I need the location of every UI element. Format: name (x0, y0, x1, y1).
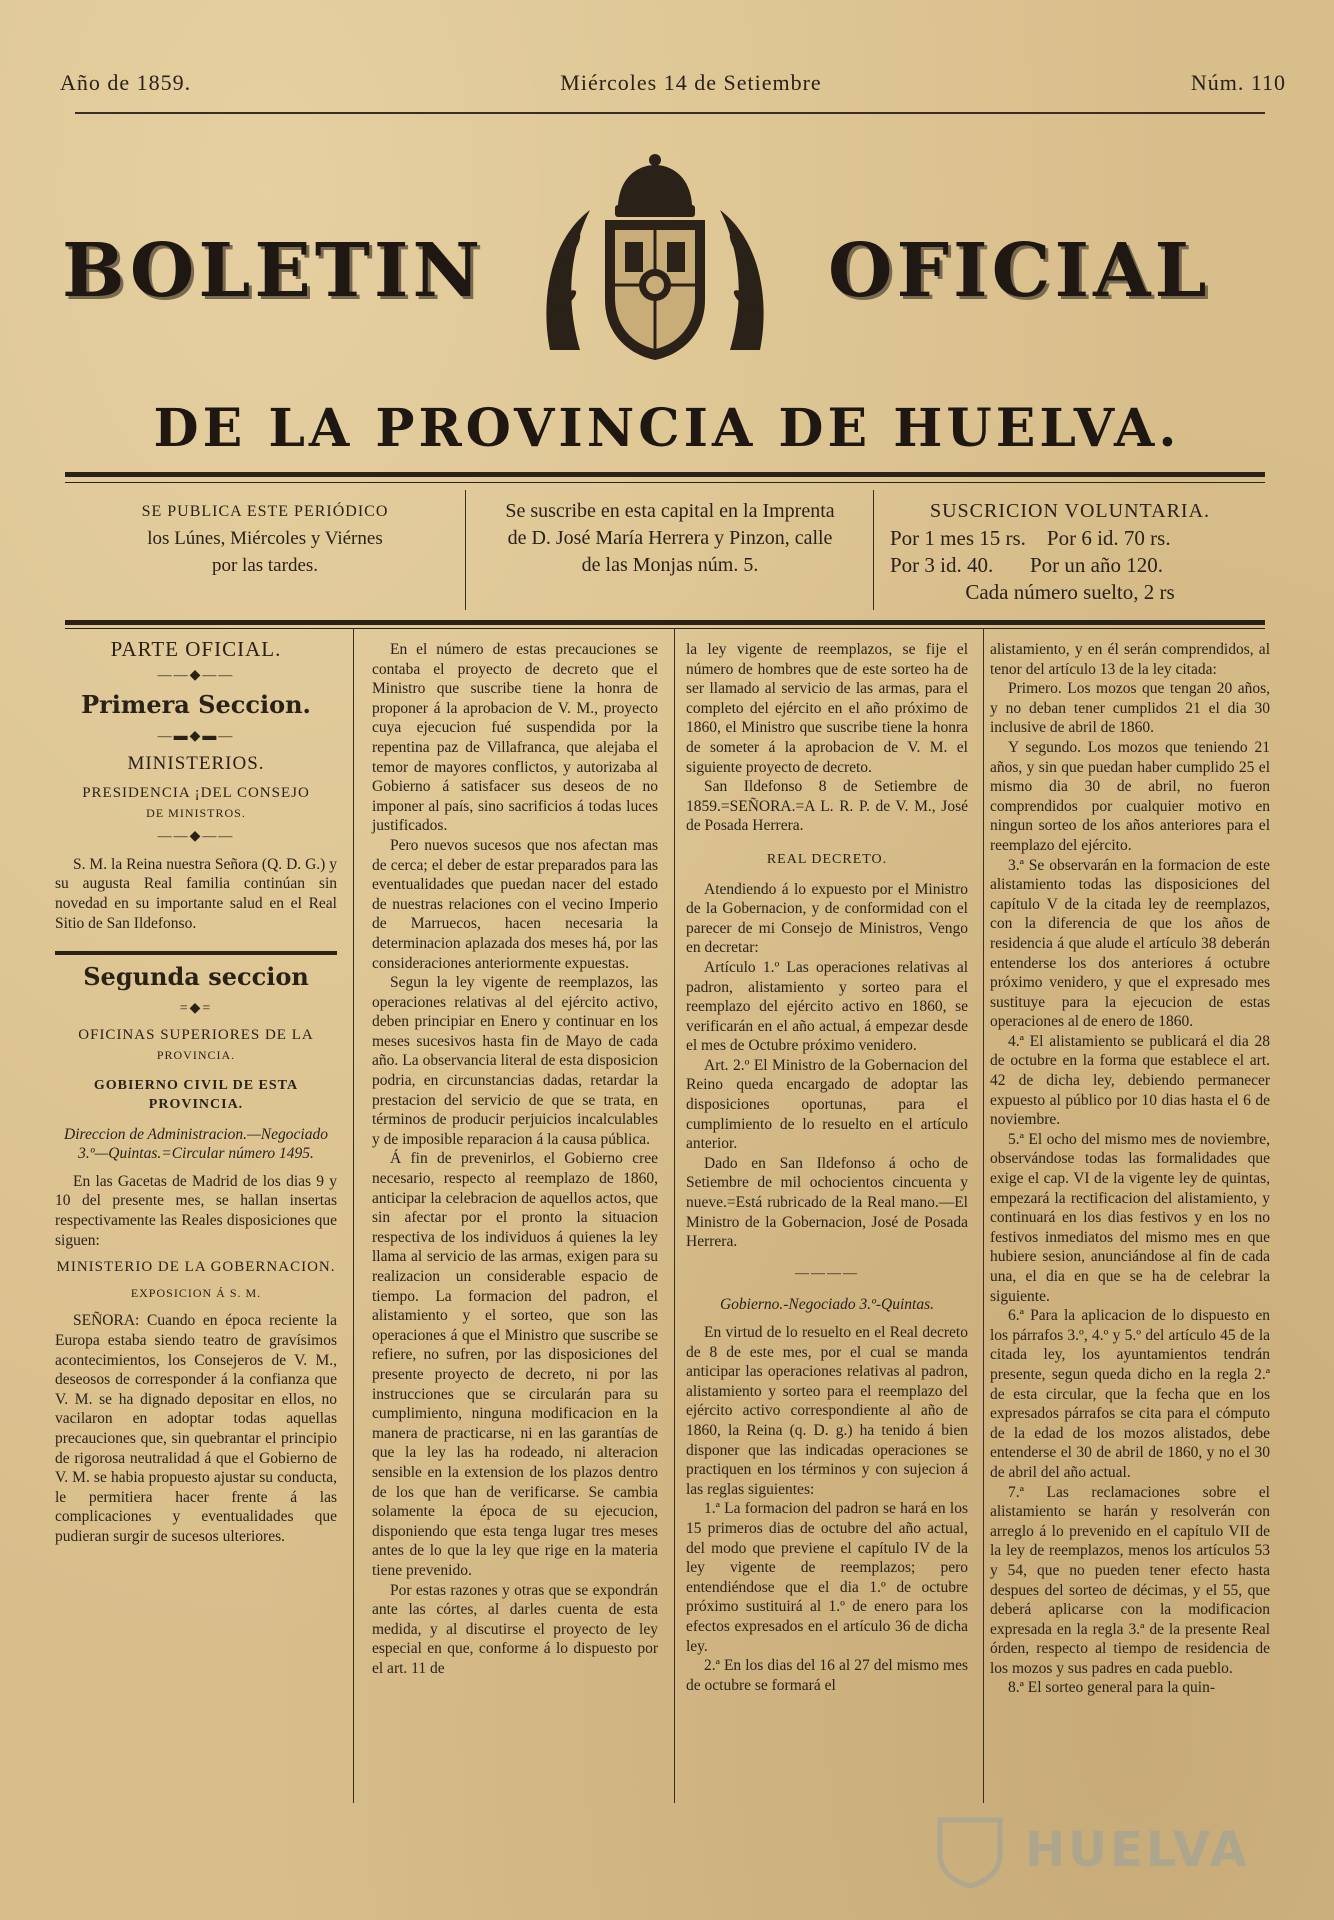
paragraph: Segun la ley vigente de reemplazos, las operaciones relativas al del ejército activo, deben principiar en Enero y continuar en los meses sucesivos hasta fin de Mayo de cada año. La observancia literal de esta disposicion podria, en circunstancias dadas, retardar la prestacion del servicio de que se trata, en términos de producir perjuicios incalculables y de imposible reparacion á la causa pública. (372, 974, 658, 1148)
huelva-watermark (930, 1810, 1260, 1890)
masthead-word-right: OFICIAL (828, 228, 1211, 314)
paragraph: En las Gacetas de Madrid de los dias 9 y 10 del presente mes, se hallan insertas respectivamente las Reales disposiciones que siguen: (55, 1172, 337, 1249)
info-separator-2 (873, 490, 874, 610)
info-subscription-place: Se suscribe en esta capital en la Imprenta de D. José María Herrera y Pinzon, calle de las Monjas núm. 5. (505, 500, 835, 576)
shield-icon (930, 1810, 1010, 1890)
paragraph: Primero. Los mozos que tengan 20 años, y no deban tener cumplidos 21 el dia 30 inclusive de abril de 1860. (990, 680, 1270, 737)
real-decreto-heading: REAL DECRETO. (766, 851, 888, 867)
ornament-divider: —▬◆▬— (157, 728, 235, 744)
info-rule-bottom (65, 620, 1265, 625)
watermark-text: HUELVA (1025, 1822, 1250, 1878)
header-date: Miércoles 14 de Setiembre (560, 70, 822, 95)
header-rule (75, 112, 1265, 114)
presidencia-heading: PRESIDENCIA ¡DEL CONSEJO (82, 784, 310, 801)
paragraph: San Ildefonso 8 de Setiembre de 1859.=SEÑORA.=A L. R. P. de V. M., José de Posada Herrera. (686, 778, 968, 835)
masthead-rule-top (65, 472, 1265, 477)
section-rule (55, 951, 337, 955)
ministerio-gobernacion-heading: MINISTERIO DE LA GOBERNACION. (56, 1259, 336, 1276)
paragraph: 1.ª La formacion del padron se hará en los 15 primeros dias de octubre del año actual, del modo que previene el capítulo IV de la ley vigente de reemplazos; pero entendiéndose que el dia 1.º de octubre próximo sustituirá al 1.º de enero para los efectos expresados en el artículo 36 de dicha ley. (686, 1500, 968, 1655)
info-separator-1 (465, 490, 466, 610)
paragraph: la ley vigente de reemplazos, se fije el número de hombres que de este sorteo ha de ser llamado al servicio de las armas, para el completo del ejército en el año próximo de 1860, el Ministro que suscribe tiene la honra de someter á la aprobacion de V. M. el siguiente proyecto de decreto. (686, 641, 968, 776)
paragraph: S. M. la Reina nuestra Señora (Q. D. G.) y su augusta Real familia continúan sin novedad en su importante salud en el Real Sitio de San Ildefonso. (55, 855, 337, 932)
info-subscription-prices: SUSCRICION VOLUNTARIA. Por 1 mes 15 rs. Por 6 id. 70 rs. Por 3 id. 40. Por un año 120. Cada número suelto, 2 rs (890, 500, 1211, 604)
column-4 (990, 640, 1270, 1698)
paragraph: 3.ª Se observarán en la formacion de este alistamiento todas las disposiciones del capítulo V de la citada ley de reemplazos, con la diferencia de que los años de residencia á que alude el artículo 38 deberán entenderse los dos anteriores á octubre próximo venidero, y que el expresado mes sustituye para la ejecucion de estas operaciones al de enero de 1860. (990, 856, 1270, 1031)
paragraph: Art. 2.º El Ministro de la Gobernacion del Reino queda encargado de adoptar las disposiciones oportunas, para el cumplimiento de lo resuelto en el artículo anterior. (686, 1056, 968, 1153)
direccion-heading: Direccion de Administracion.—Negociado 3.º—Quintas.=Circular número 1495. (64, 1125, 328, 1163)
paragraph: En el número de estas precauciones se contaba el proyecto de decreto que el Ministro que suscribe tiene la honra de proponer á la aprobacion de V. M., proyecto cuya ejecucion fué suspendida por la repentina paz de Villafranca, que alejaba el temor de mayores conflictos, y autorizaba al Gobierno á satisfacer sus deseos de no imponer al país, sino sacrificios á todas luces justificados. (372, 641, 658, 835)
column-separator-3 (983, 628, 984, 1803)
ornament-divider: ——◆—— (157, 829, 235, 845)
paragraph: 4.ª El alistamiento se publicará el dia 28 de octubre en la forma que establece el art. 42 de dicha ley, debiendo permanecer expuesto al público por 10 dias hasta el 6 de noviembre. (990, 1032, 1270, 1129)
paragraph: 7.ª Las reclamaciones sobre el alistamiento se harán y resolverán con arreglo á lo prevenido en el capítulo VII de la ley de reemplazos, menos los artículos 53 y 54, que no pueden tener efecto hasta despues del sorteo de décimas, y el 55, que deberá aplicarse con la modificacion expresada en la regla 3.ª de la presente Real órden, respecto al tiempo de residencia de los mozos y sus padres en cada pueblo. (990, 1483, 1270, 1677)
column-3 (686, 640, 968, 1695)
paragraph: 8.ª El sorteo general para la quin- (1008, 1679, 1215, 1697)
masthead-rule-top-thin (65, 482, 1265, 483)
header-year: Año de 1859. (60, 70, 192, 95)
column-separator-1 (353, 628, 354, 1803)
provincia-heading: PROVINCIA. (156, 1047, 236, 1062)
gobierno-civil-heading: GOBIERNO CIVIL DE ESTA PROVINCIA. (93, 1077, 299, 1113)
de-ministros-heading: DE MINISTROS. (146, 805, 246, 820)
gobierno-negociado-heading: Gobierno.-Negociado 3.º-Quintas. (719, 1296, 935, 1314)
paragraph: alistamiento, y en él serán comprendidos, al tenor del artículo 13 de la ley citada: (990, 641, 1270, 678)
oficinas-heading: OFICINAS SUPERIORES DE LA (78, 1027, 314, 1044)
info-rule-bottom-thin (65, 628, 1265, 629)
exposicion-heading: EXPOSICION Á S. M. (130, 1285, 262, 1300)
paragraph: SEÑORA: Cuando en época reciente la Europa estaba siendo teatro de gravísimos acontecimientos, los Consejeros de V. M., deseosos de corresponder á la confianza que V. M. se ha dignado depositar en ellos, no vacilaron en adoptar todas aquellas precauciones que, sin quebrantar el principio de rigorosa neutralidad á que el Gobierno de V. M. se habia propuesto ajustar su conducta, le permitiera hacer frente á las complicaciones y eventualidades que pudieran surgir de sucesos ulteriores. (55, 1312, 337, 1545)
paragraph: 2.ª En los dias del 16 al 27 del mismo mes de octubre se formará el (686, 1657, 968, 1694)
paragraph: Á fin de prevenirlos, el Gobierno cree necesario, respecto al reemplazo de 1860, anticipar la celebracion de aquellos actos, que sin afectar por el pronto la situacion respectiva de los individuos á quienes la ley llama al servicio de las armas, exigen para su realizacion un considerable espacio de tiempo. La formacion del padron, el alistamiento y el sorteo, que son las operaciones á que el Ministro que suscribe se refiere, no sufren, por las disposiciones del presente proyecto de decreto, ni por las instrucciones que se circularán para su cumplimiento, ninguna modificacion en la manera de practicarse, ni en las garantías de que la ley las ha rodeado, ni alteracion sensible en la extension de los plazos dentro de los que han de verificarse. Se cambia solamente la época de su ejecucion, disponiendo que esta tenga lugar tres meses antes de lo que la ley que rige en la materia tiene prevenido. (372, 1150, 658, 1579)
header-number: Núm. 110 (1190, 70, 1286, 95)
ornament-divider: ——◆—— (157, 667, 235, 683)
ornament-divider: =◆= (179, 1000, 213, 1016)
paragraph: Y segundo. Los mozos que teniendo 21 años, y sin que puedan haber cumplido 25 el mismo dia 30 de abril, no fueron comprendidos por cualquier motivo en ningun sorteo de los años anteriores para el reemplazo del ejército. (990, 738, 1270, 854)
paragraph: Atendiendo á lo expuesto por el Ministro de la Gobernacion, y de conformidad con el parecer de mi Consejo de Ministros, Vengo en decretar: (686, 880, 968, 957)
header-line (60, 70, 1286, 96)
column-1 (55, 637, 337, 1547)
primera-seccion-heading: Primera Seccion. (81, 690, 311, 720)
coat-of-arms-icon (520, 150, 790, 380)
masthead-word-left: BOLETIN (62, 228, 485, 314)
paragraph: Por estas razones y otras que se expondrán ante las córtes, al darles cuenta de esta medida, y al discutirse el proyecto de ley especial en que, conforme á lo dispuesto por el art. 11 de (372, 1581, 658, 1677)
paragraph: Artículo 1.º Las operaciones relativas al padron, alistamiento y sorteo para el reemplazo del ejército activo en 1860, se verificarán en el año actual, á empezar desde el mes de Octubre próximo venidero. (686, 958, 968, 1055)
masthead-subtitle: DE LA PROVINCIA DE HUELVA. (153, 398, 1181, 459)
paragraph: 5.ª El ocho del mismo mes de noviembre, observándose todas las formalidades que exige el cap. VI de la vigente ley de quintas, empezará la rectificacion del alistamiento, y continuará en los dias festivos y en los no festivos inmediatos del mismo mes en que hubiere sesion, anunciándose al fin de cada una, el dia en que se ha de celebrar la siguiente. (990, 1130, 1270, 1305)
parte-oficial-heading: PARTE OFICIAL. (110, 637, 282, 661)
paragraph: Pero nuevos sucesos que nos afectan mas de cerca; el deber de estar preparados para las eventualidades que puedan nacer del estado de nuestras relaciones con el vecino Imperio de Marruecos, hacen necesaria la determinacion aplazada dos meses há, por las consideraciones anteriormente expuestas. (372, 836, 658, 972)
paragraph: En virtud de lo resuelto en el Real decreto de 8 de este mes, por el cual se manda anticipar las operaciones relativas al padron, alistamiento y sorteo para el reemplazo del ejército activo correspondiente al año de 1860, la Reina (q. D. g.) ha tenido á bien disponer que las indicadas operaciones se practiquen en los términos y con sujecion á las reglas siguientes: (686, 1324, 968, 1498)
info-publication: SE PUBLICA ESTE PERIÓDICO los Lúnes, Miércoles y Viérnes por las tardes. (141, 503, 389, 576)
paragraph: Dado en San Ildefonso á ocho de Setiembre de mil ochocientos cincuenta y nueve.=Está rubricado de la Real mano.—El Ministro de la Gobernacion, José de Posada Herrera. (686, 1154, 968, 1251)
paragraph: 6.ª Para la aplicacion de lo dispuesto en los párrafos 3.º, 4.º y 5.º del artículo 45 de la citada ley, los ayuntamientos tendrán presente, segun queda dicho en la regla 2.ª de esta circular, que la fecha que en los expresados párrafos se cita para el cómputo de la edad de los mozos alistados, debe entenderse el 30 de abril de 1860, y no el 30 de abril del año actual. (990, 1307, 1270, 1481)
column-2 (372, 640, 658, 1678)
column-separator-2 (674, 628, 675, 1803)
ornament-divider: ———— (795, 1265, 859, 1281)
ministerios-heading: MINISTERIOS. (127, 753, 265, 775)
segunda-seccion-heading: Segunda seccion (83, 962, 309, 992)
